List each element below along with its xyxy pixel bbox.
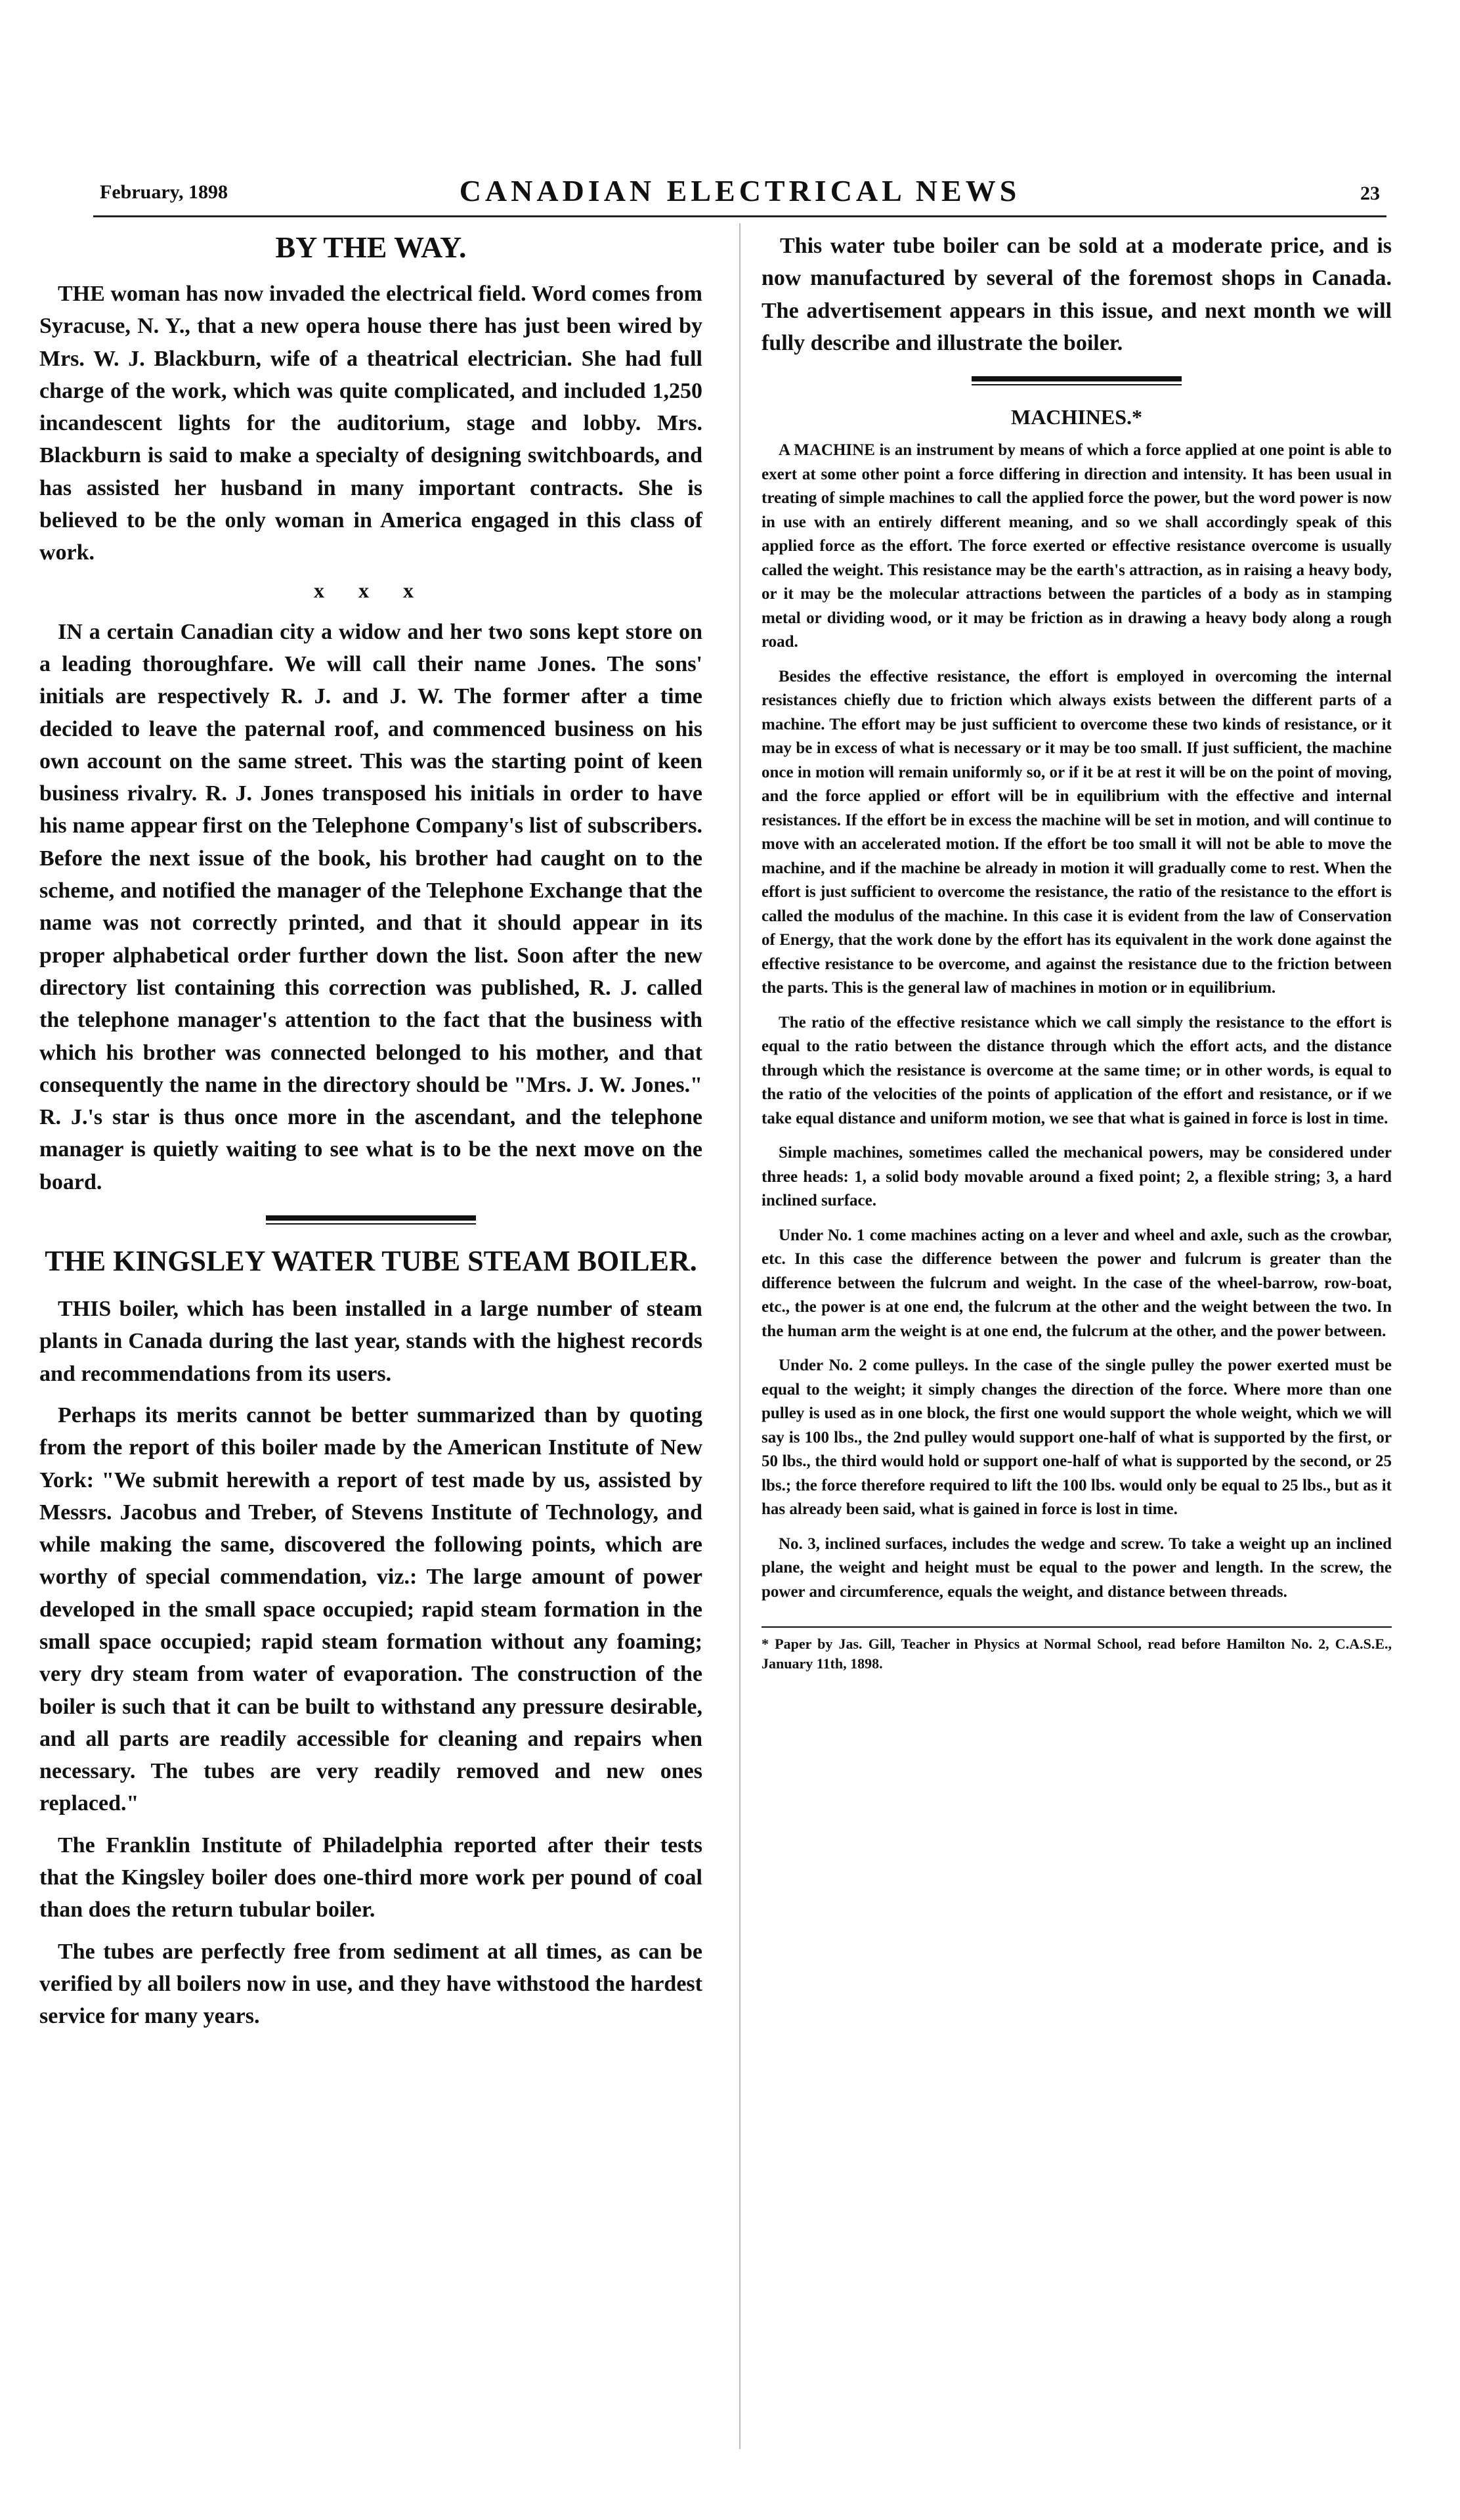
right-column (762, 230, 1392, 1674)
by-the-way-paragraph-1: THE woman has now invaded the electrical field. Word comes from Syracuse, N. Y., that a new opera house there has just been wired by Mrs. W. J. Blackburn, wife of a theatrical electrician. She had full charge of the work, which was quite complicated, and included 1,250 incandescent lights for the auditorium, stage and lobby. Mrs. Blackburn is said to make a specialty of designing switchboards, and has assisted her husband in many important contracts. She is believed to be the only woman in America engaged in this class of work. (39, 282, 702, 565)
machines-paragraph-1: A MACHINE is an instrument by means of which a force applied at one point is able to exert at some other point a force differing in direction and intensity. It has been usual in treating of simple machines to call the applied force the power, but the word power is now in use with an entirely different meaning, and so we shall accordingly speak of this applied force as the effort. The force exerted or effective resistance overcome is usually called the weight. This resistance may be the earth's attraction, as in raising a heavy body, or it may be the molecular attractions between the particles of a body as in stamping metal or dividing wood, or it may be friction as in drawing a heavy body along a rough road. (762, 441, 1392, 651)
by-the-way-paragraph-2: IN a certain Canadian city a widow and her two sons kept store on a leading thoroughfare. We will call their name Jones. The sons' initials are respectively R. J. and J. W. The former after a time decided to leave the paternal roof, and commenced business on his own account on the same street. This was the starting point of keen business rivalry. R. J. Jones transposed his initials in order to have his name appear first on the Telephone Company's list of subscribers. Before the next issue of the book, his brother had caught on to the scheme, and notified the manager of the Telephone Exchange that the name was not correctly printed, and that it should appear in its proper alphabetical order further down the list. Soon after the new directory list containing this correction was published, R. J. called the telephone manager's attention to the fact that the business with which his brother was connected belonged to his mother, and that consequently the name in the directory should be "Mrs. J. W. Jones." R. J.'s star is thus once more in the ascendant, and the telephone manager is quietly waiting to see what is to be the next move on the board. (39, 619, 702, 1194)
footnote-rule (762, 1626, 1392, 1628)
article-separator (266, 1215, 476, 1225)
column-divider (739, 223, 741, 2449)
machines-heading: MACHINES.* (1010, 405, 1142, 429)
by-the-way-heading: BY THE WAY. (275, 230, 467, 264)
kingsley-heading: THE KINGSLEY WATER TUBE STEAM BOILER. (45, 1245, 697, 1278)
machines-footnote: * Paper by Jas. Gill, Teacher in Physics at Normal School, read before Hamilton No. 2, C.A.S.E., January 11th, 1898. (762, 1636, 1392, 1672)
kingsley-paragraph-4: The tubes are perfectly free from sediment at all times, as can be verified by all boilers now in use, and they have withstood the hardest service for many years. (39, 1939, 702, 2029)
machines-paragraph-4: Simple machines, sometimes called the mechanical powers, may be considered under three heads: 1, a solid body movable around a fixed point; 2, a flexible string; 3, a hard inclined surface. (762, 1144, 1392, 1210)
left-column (39, 230, 702, 2042)
kingsley-paragraph-1: THIS boiler, which has been installed in a large number of steam plants in Canada during the last year, stands with the highest records and recommendations from its users. (39, 1297, 702, 1386)
article-separator (972, 376, 1182, 385)
masthead-rule (93, 215, 1386, 217)
machines-paragraph-6: Under No. 2 come pulleys. In the case of the single pulley the power exerted must be equal to the weight; it simply changes the direction of the force. Where more than one pulley is used as in one block, the first one would support the whole weight, which we will say is 100 lbs., the 2nd pulley would support one-half of what is supported by the first, or 50 lbs., the third would hold or support one-half of what is supported by the second, or 25 lbs.; the force therefore required to lift the 100 lbs. would only be equal to 25 lbs., but as it has already been said, what is gained in force is lost in time. (762, 1357, 1392, 1519)
machines-paragraph-3: The ratio of the effective resistance which we call simply the resistance to the effort is equal to the ratio between the distance through which the effort acts, and the distance through which the resistance is overcome at the same time; or in other words, is equal to the ratio of the velocities of the points of application of the effort and resistance, or if we take equal distance and uniform motion, we see that what is gained in force is lost in time. (762, 1013, 1392, 1127)
machines-paragraph-7: No. 3, inclined surfaces, includes the wedge and screw. To take a weight up an inclined plane, the weight and height must be equal to the power and length. In the screw, the power and circumference, equals the weight, and distance between threads. (762, 1534, 1392, 1601)
masthead (93, 173, 1386, 213)
machines-paragraph-5: Under No. 1 come machines acting on a lever and wheel and axle, such as the crowbar, etc. In this case the difference between the power and fulcrum is greater than the difference between the fulcrum and weight. In the case of the wheel-barrow, row-boat, etc., the power is at one end, the fulcrum at the other and the weight between the two. In the human arm the weight is at one end, the fulcrum at the other, and the power between. (762, 1226, 1392, 1340)
kingsley-paragraph-3: The Franklin Institute of Philadelphia reported after their tests that the Kingsley boiler does one-third more work per pound of coal than does the return tubular boiler. (39, 1833, 702, 1923)
machines-paragraph-2: Besides the effective resistance, the effort is employed in overcoming the internal resistances chiefly due to friction which always exists between the different parts of a machine. The effort may be just sufficient to overcome these two kinds of resistance, or it may be in excess of what is necessary or it may be too small. If just sufficient, the machine once in motion will remain uniformly so, or if it be at rest it will be on the point of moving, and the force applied or effort will be in equilibrium with the effective and internal resistances. If the effort be in excess the machine will be set in motion, and will continue to move with an accelerated motion. If the effort be too small it will not be able to move the machine, and if the machine be already in motion it will gradually come to rest. When the effort is just sufficient to overcome the resistance, the ratio of the resistance to the effort is called the modulus of the machine. In this case it is evident from the law of Conservation of Energy, that the work done by the effort has its equivalent in the work done against the effective resistance to be overcome, and against the resistance due to the friction between the parts. This is the general law of machines in motion or in equilibrium. (762, 667, 1392, 997)
publication-title: CANADIAN ELECTRICAL NEWS (459, 174, 1021, 207)
kingsley-paragraph-2: Perhaps its merits cannot be better summarized than by quoting from the report of this boiler made by the American Institute of New York: "We submit herewith a report of test made by us, assisted by Messrs. Jacobus and Treber, of Stevens Institute of Technology, and while making the same, discovered the following points, which are worthy of special commendation, viz.: The large amount of power developed in the small space occupied; rapid steam formation in the small space occupied; rapid steam formation without any foaming; very dry steam from water of evaporation. The construction of the boiler is such that it can be built to withstand any pressure desirable, and all parts are readily accessible for cleaning and repairs when necessary. The tubes are very readily removed and new ones replaced." (39, 1402, 702, 1816)
page-number: 23 (1360, 183, 1380, 204)
issue-date: February, 1898 (100, 181, 228, 203)
kingsley-paragraph-5: This water tube boiler can be sold at a moderate price, and is now manufactured by several of the foremost shops in Canada. The advertisement appears in this issue, and next month we will fully describe and illustrate the boiler. (762, 234, 1392, 355)
section-separator: x x x (314, 578, 428, 602)
